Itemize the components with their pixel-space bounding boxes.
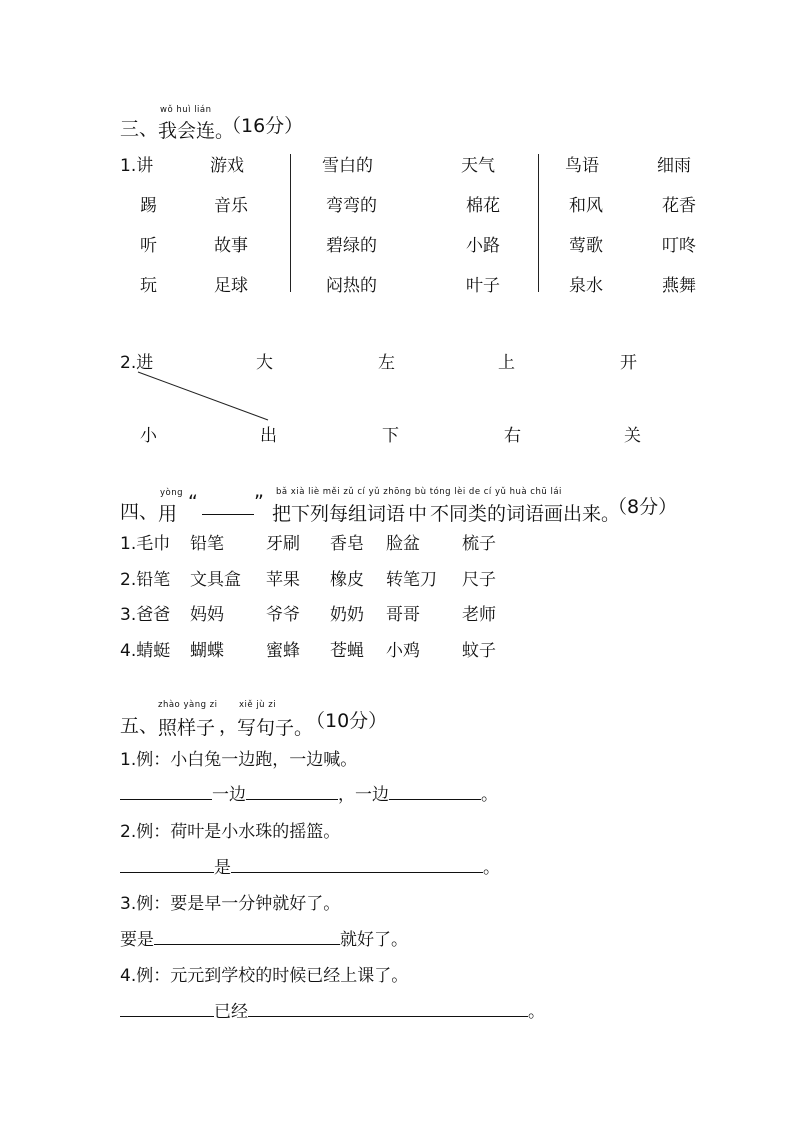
match-left-word[interactable]: 雪白的 <box>322 156 373 176</box>
match-right-word[interactable]: 音乐 <box>214 196 248 216</box>
example-sentence-4: 4.例：元元到学校的时候已经上课了。 <box>120 966 409 986</box>
section3-title-pinyin: wǒ huì lián <box>160 105 212 115</box>
match-left-word[interactable]: 1.讲 <box>120 156 154 176</box>
antonym-top-word[interactable]: 开 <box>620 353 637 373</box>
section4-text-part-c: 中 <box>408 503 428 525</box>
antonym-top-word[interactable]: 2.进 <box>120 353 154 373</box>
section5-part2-pinyin: xiě jù zi <box>239 700 277 710</box>
underline-marker-sample <box>202 500 254 515</box>
word-option[interactable]: 哥哥 <box>386 605 420 625</box>
word-option[interactable]: 妈妈 <box>190 605 224 625</box>
example-sentence-3: 3.例：要是早一分钟就好了。 <box>120 894 341 914</box>
word-option[interactable]: 4.蜻蜓 <box>120 641 171 661</box>
match-right-word[interactable]: 燕舞 <box>662 276 696 296</box>
section4-text-part-b: 把下列每组词语 <box>272 503 406 525</box>
word-option[interactable]: 蜜蜂 <box>266 641 300 661</box>
match-left-word[interactable]: 玩 <box>140 276 157 296</box>
match-left-word[interactable]: 泉水 <box>569 276 603 296</box>
match-left-word[interactable]: 听 <box>140 236 157 256</box>
section4-number: 四、 <box>120 501 159 523</box>
answer-line-4 <box>120 997 545 1022</box>
word-option[interactable]: 爷爷 <box>266 605 300 625</box>
answer-blank[interactable] <box>248 1000 528 1017</box>
answer-line-3 <box>120 925 408 950</box>
example-sentence-2: 2.例：荷叶是小水珠的摇篮。 <box>120 822 341 842</box>
word-option[interactable]: 蝴蝶 <box>190 641 224 661</box>
word-option[interactable]: 铅笔 <box>190 534 224 554</box>
match-left-word[interactable]: 莺歌 <box>569 236 603 256</box>
section5-title-part1: 照样子 <box>158 717 216 739</box>
match-right-word[interactable]: 叮咚 <box>662 236 696 256</box>
answer-fixed-text: 就好了。 <box>340 930 408 950</box>
match-right-word[interactable]: 天气 <box>461 156 495 176</box>
word-option[interactable]: 文具盒 <box>190 570 241 590</box>
answer-blank[interactable] <box>154 928 340 945</box>
match-right-word[interactable]: 花香 <box>662 196 696 216</box>
answer-blank[interactable] <box>389 783 481 800</box>
answer-line-2 <box>120 853 500 878</box>
word-option[interactable]: 香皂 <box>330 534 364 554</box>
match-left-word[interactable]: 和风 <box>569 196 603 216</box>
word-option[interactable]: 苹果 <box>266 570 300 590</box>
section4-text-yong: 用 <box>158 503 178 525</box>
word-option[interactable]: 蚊子 <box>462 641 496 661</box>
answer-fixed-text: 一边 <box>212 785 246 805</box>
section3-score: （16分） <box>222 115 304 137</box>
word-option[interactable]: 奶奶 <box>330 605 364 625</box>
match-right-word[interactable]: 细雨 <box>657 156 691 176</box>
answer-fixed-text: ，一边 <box>338 785 389 805</box>
answer-line-1 <box>120 780 498 805</box>
word-option[interactable]: 3.爸爸 <box>120 605 171 625</box>
quote-close: ” <box>254 491 264 513</box>
match-right-word[interactable]: 游戏 <box>210 156 244 176</box>
section5-title-comma: ， <box>219 715 239 737</box>
example-sentence-1: 1.例：小白兔一边跑，一边喊。 <box>120 750 358 770</box>
sentence-end: 。 <box>528 1002 545 1022</box>
word-option[interactable]: 尺子 <box>462 570 496 590</box>
antonym-bottom-word[interactable]: 小 <box>140 426 157 446</box>
match-left-word[interactable]: 碧绿的 <box>326 236 377 256</box>
match-right-word[interactable]: 小路 <box>466 236 500 256</box>
answer-fixed-text: 是 <box>214 858 231 878</box>
word-option[interactable]: 1.毛巾 <box>120 534 171 554</box>
answer-fixed-text: 已经 <box>214 1002 248 1022</box>
section5-number: 五、 <box>120 715 159 737</box>
section4-text-pinyin: bǎ xià liè měi zǔ cí yǔ zhōng bù tóng lèi de cí yǔ huà chū lái <box>276 487 562 497</box>
section5-score: （10分） <box>306 710 388 732</box>
match-left-word[interactable]: 闷热的 <box>326 276 377 296</box>
section3-number: 三、 <box>120 118 159 140</box>
antonym-bottom-word[interactable]: 关 <box>624 426 641 446</box>
answer-blank[interactable] <box>120 856 214 873</box>
word-option[interactable]: 梳子 <box>462 534 496 554</box>
match-right-word[interactable]: 故事 <box>214 236 248 256</box>
sentence-end: 。 <box>483 858 500 878</box>
antonym-bottom-word[interactable]: 右 <box>504 426 521 446</box>
word-option[interactable]: 橡皮 <box>330 570 364 590</box>
antonym-top-word[interactable]: 左 <box>378 353 395 373</box>
answer-blank[interactable] <box>120 783 212 800</box>
word-option[interactable]: 2.铅笔 <box>120 570 171 590</box>
word-option[interactable]: 小鸡 <box>386 641 420 661</box>
match-right-word[interactable]: 叶子 <box>466 276 500 296</box>
answer-blank[interactable] <box>246 783 338 800</box>
answer-fixed-text: 要是 <box>120 930 154 950</box>
match-left-word[interactable]: 踢 <box>140 196 157 216</box>
antonym-top-word[interactable]: 上 <box>498 353 515 373</box>
match-left-word[interactable]: 鸟语 <box>565 156 599 176</box>
word-option[interactable]: 苍蝇 <box>330 641 364 661</box>
answer-blank[interactable] <box>231 856 483 873</box>
antonym-top-word[interactable]: 大 <box>256 353 273 373</box>
section4-score: （8分） <box>608 496 678 518</box>
antonym-bottom-word[interactable]: 下 <box>382 426 399 446</box>
word-option[interactable]: 老师 <box>462 605 496 625</box>
word-option[interactable]: 脸盆 <box>386 534 420 554</box>
quote-open: “ <box>188 491 198 513</box>
section5-title-part2: 写句子。 <box>237 717 314 739</box>
sentence-end: 。 <box>481 785 498 805</box>
section3-title: 我会连。 <box>158 120 235 142</box>
match-right-word[interactable]: 棉花 <box>466 196 500 216</box>
example-connection-line <box>138 372 268 420</box>
antonym-bottom-word[interactable]: 出 <box>260 426 277 446</box>
answer-blank[interactable] <box>120 1000 214 1017</box>
section4-yong-pinyin: yòng <box>160 488 184 498</box>
match-left-word[interactable]: 弯弯的 <box>326 196 377 216</box>
section4-text-part-d: 不同类的词语画出来。 <box>430 503 621 525</box>
word-option[interactable]: 转笔刀 <box>386 570 437 590</box>
word-option[interactable]: 牙刷 <box>266 534 300 554</box>
section5-part1-pinyin: zhào yàng zi <box>158 700 218 710</box>
match-right-word[interactable]: 足球 <box>214 276 248 296</box>
